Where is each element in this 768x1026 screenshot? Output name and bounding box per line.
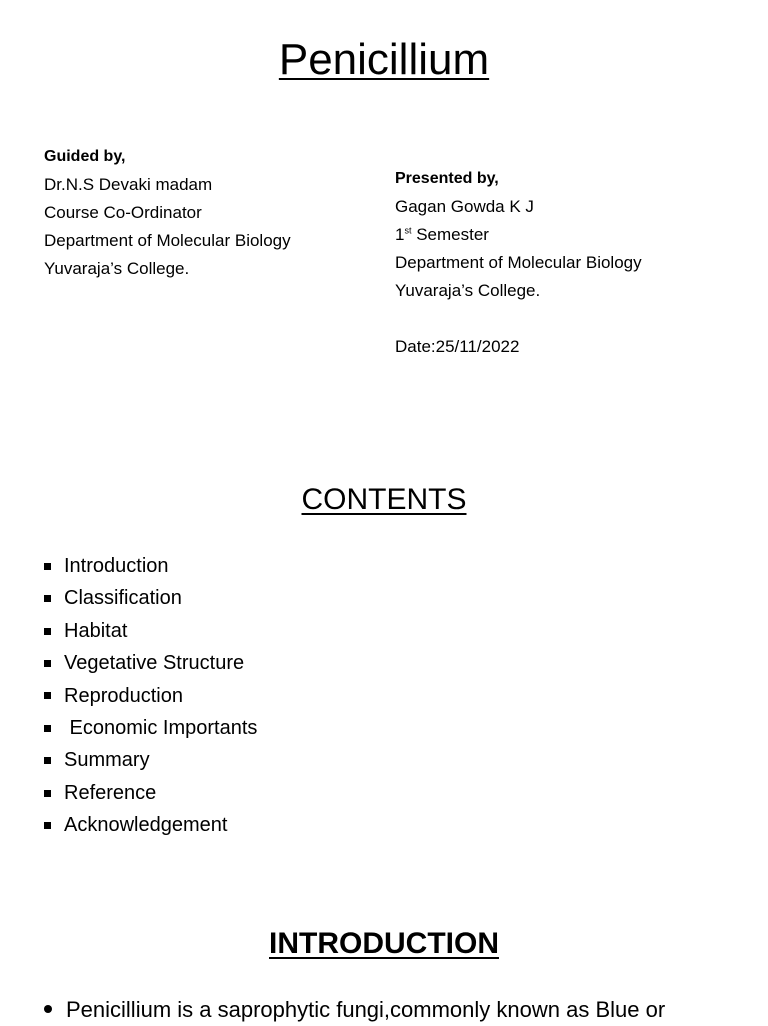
page-title: Penicillium [278,35,490,84]
list-item [44,712,257,744]
round-bullet-icon [44,1005,52,1013]
list-item [44,647,257,679]
contents-heading: CONTENTS [301,483,467,516]
semester-suffix: st [404,225,412,236]
guide-name: Dr.N.S Devaki madam [44,175,213,194]
introduction-paragraph [44,994,764,1026]
list-item [44,550,257,582]
presented-by-block [395,165,642,361]
introduction-heading: INTRODUCTION [269,927,499,960]
list-item [44,744,257,776]
list-item [44,615,257,647]
guided-by-heading: Guided by, [44,148,126,165]
semester-number: 1 [395,225,405,244]
list-item-label: Summary [64,749,150,772]
list-item-label: Acknowledgement [64,814,228,837]
guided-by-block [44,143,291,283]
square-bullet-icon [44,563,51,570]
guide-role: Course Co-Ordinator [44,203,202,222]
list-item [44,777,257,809]
list-item-label: Economic Importants [64,717,258,740]
square-bullet-icon [44,628,51,635]
square-bullet-icon [44,660,51,667]
square-bullet-icon [44,757,51,764]
list-item-label: Introduction [64,555,169,577]
guide-college: Yuvaraja’s College. [44,259,190,278]
introduction-text: Penicillium is a saprophytic fungi,commonly known as Blue or [66,997,666,1022]
guide-department: Department of Molecular Biology [44,231,291,250]
presenter-college: Yuvaraja’s College. [395,281,541,300]
contents-list [44,550,257,842]
list-item [44,809,257,841]
list-item-label: Vegetative Structure [64,652,245,675]
presented-by-heading: Presented by, [395,170,499,187]
presenter-department: Department of Molecular Biology [395,253,642,272]
presenter-name: Gagan Gowda K J [395,197,534,216]
list-item-label: Reproduction [64,684,183,707]
square-bullet-icon [44,790,51,797]
presenter-semester [395,221,642,249]
square-bullet-icon [44,725,51,732]
square-bullet-icon [44,822,51,829]
semester-label: Semester [411,225,489,244]
presentation-date: Date:25/11/2022 [395,337,520,356]
list-item-label: Reference [64,781,157,804]
list-item-label: Habitat [64,619,128,642]
square-bullet-icon [44,595,51,602]
square-bullet-icon [44,692,51,699]
list-item [44,680,257,712]
list-item [44,582,257,614]
list-item-label: Classification [64,587,182,610]
